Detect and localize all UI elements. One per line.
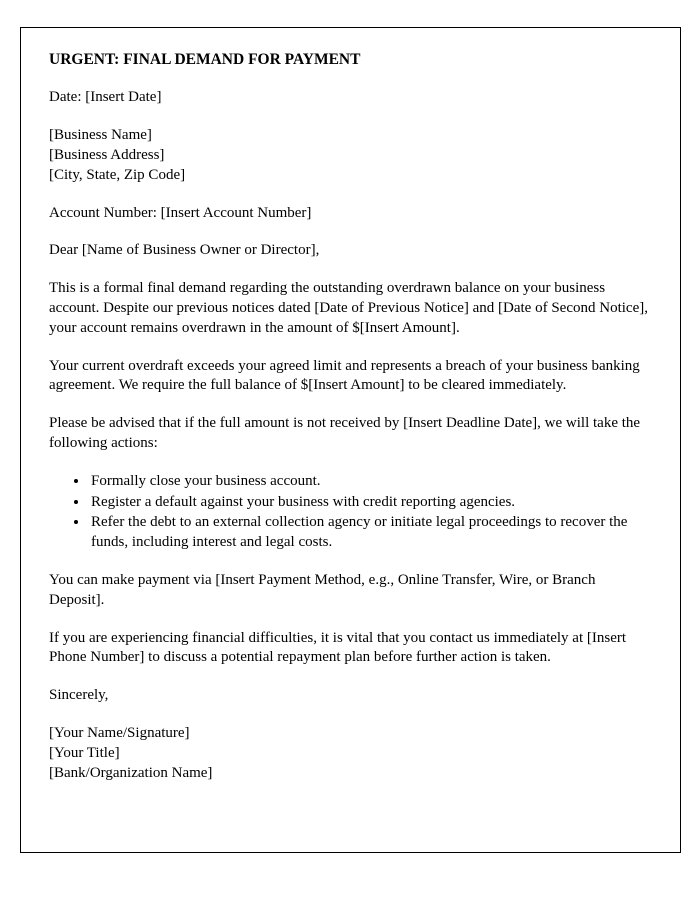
recipient-business-address: [Business Address] (49, 147, 165, 164)
account-number-line: Account Number: [Insert Account Number] (49, 204, 312, 221)
paragraph-deadline-warning: Please be advised that if the full amount is not received by [Insert Deadline Date], we will take the following actions: (49, 415, 641, 452)
signature-organization: [Bank/Organization Name] (49, 764, 213, 781)
recipient-city-state-zip: [City, State, Zip Code] (49, 166, 186, 183)
signature-name: [Your Name/Signature] (49, 724, 190, 741)
letter-title: URGENT: FINAL DEMAND FOR PAYMENT (49, 51, 361, 68)
paragraph-payment-method: You can make payment via [Insert Payment Method, e.g., Online Transfer, Wire, or Branch Deposit]. (49, 572, 596, 608)
closing: Sincerely, (49, 687, 109, 704)
recipient-business-name: [Business Name] (49, 127, 152, 144)
signature-block (49, 724, 652, 783)
salutation: Dear [Name of Business Owner or Director], (49, 242, 320, 259)
paragraph-formal-demand: This is a formal final demand regarding the outstanding overdrawn balance on your business account. Despite our previous notices dated [Date of Previous Notice] and [Date of Second Notice], your account remains overdrawn in the amount of $[Insert Amount]. (49, 280, 648, 336)
letter-body (49, 50, 652, 783)
paragraph-overdraft-breach: Your current overdraft exceeds your agreed limit and represents a breach of your business banking agreement. We require the full balance of $[Insert Amount] to be cleared immediately. (49, 357, 640, 394)
action-item-refer-debt: • Refer the debt to an external collection agency or initiate legal proceedings to recover the funds, including interest and legal costs. (89, 513, 652, 553)
action-item-register-default: • Register a default against your business with credit reporting agencies. (89, 493, 652, 513)
date-line: Date: [Insert Date] (49, 89, 162, 106)
letter-page (20, 27, 681, 853)
actions-list (49, 472, 652, 553)
recipient-address-block (49, 126, 652, 185)
signature-title: [Your Title] (49, 744, 120, 761)
paragraph-financial-difficulties: If you are experiencing financial difficulties, it is vital that you contact us immediately at [Insert Phone Number] to discuss a potential repayment plan before further action is taken. (49, 629, 627, 666)
action-item-close-account: • Formally close your business account. (89, 472, 652, 492)
